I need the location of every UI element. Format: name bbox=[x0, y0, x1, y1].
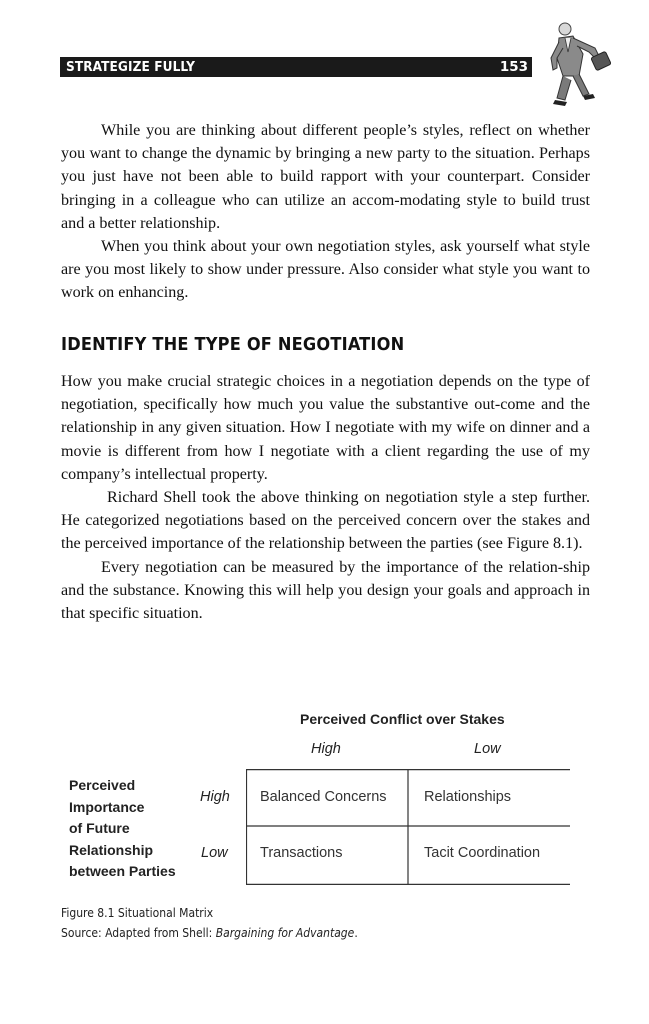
row-axis-title-line: of Future bbox=[69, 820, 130, 836]
source-prefix: Source: Adapted from Shell: bbox=[61, 926, 216, 940]
paragraph: While you are thinking about different people’s styles, reflect on whether you want to change the dynamic by bringing a new party to the situation. Perhaps you just have not been able to build rapport with your counterpart. Consider bringing in a colleague who can utilize an accom-modating style to build trust and a better relationship. bbox=[61, 122, 590, 232]
figure-caption bbox=[61, 903, 358, 943]
paragraph: How you make crucial strategic choices in a negotiation depends on the type of negotiation, specifically how much you value the substantive out-come and the relationship in any given situation. How I negotiate with my wife on dinner and a movie is different from how I negotiate with a client regarding the use of my company’s intellectual property. bbox=[61, 373, 590, 483]
column-axis-title: Perceived Conflict over Stakes bbox=[300, 711, 505, 727]
cell-relationships: Relationships bbox=[424, 789, 512, 805]
caption-source bbox=[61, 923, 358, 943]
row-label-high: High bbox=[200, 789, 230, 805]
row-axis-title bbox=[69, 775, 176, 883]
cell-tacit-coordination: Tacit Coordination bbox=[424, 845, 541, 861]
running-header bbox=[60, 57, 532, 77]
situational-matrix bbox=[246, 769, 570, 885]
section-text bbox=[61, 370, 590, 625]
row-axis-title-line: Relationship bbox=[69, 841, 154, 858]
matrix-grid bbox=[246, 769, 570, 885]
column-label-high: High bbox=[311, 741, 341, 757]
paragraph: Richard Shell took the above thinking on negotiation style a step further. He categorized negotiations based on the perceived concern over the stakes and the perceived importance of the relationship between the parties (see Figure 8.1). bbox=[61, 489, 590, 553]
row-axis-title-line: between Parties bbox=[69, 863, 176, 879]
row-axis-title-line: Perceived bbox=[69, 777, 136, 793]
cell-balanced-concerns: Balanced Concerns bbox=[260, 789, 387, 805]
caption-label: Figure 8.1 Situational Matrix bbox=[61, 906, 214, 920]
row-label-low: Low bbox=[201, 845, 228, 861]
opening-text bbox=[61, 119, 590, 305]
businessman-with-briefcase-icon bbox=[543, 18, 615, 110]
paragraph: When you think about your own negotiation styles, ask yourself what style are you most likely to show under pressure. Also consider what style you want to work on enhancing. bbox=[61, 238, 590, 302]
row-axis-title-line: Importance bbox=[69, 798, 145, 815]
page-number: 153 bbox=[499, 59, 528, 75]
source-suffix: . bbox=[354, 926, 358, 940]
source-title: Bargaining for Advantage bbox=[215, 926, 355, 940]
running-title: STRATEGIZE FULLY bbox=[66, 59, 196, 75]
paragraph: Every negotiation can be measured by the importance of the relation-ship and the substance. Knowing this will help you design your goals and approach in that specific situation. bbox=[61, 558, 590, 623]
column-label-low: Low bbox=[474, 741, 501, 757]
cell-transactions: Transactions bbox=[260, 845, 343, 861]
section-heading: IDENTIFY THE TYPE OF NEGOTIATION bbox=[61, 334, 405, 355]
